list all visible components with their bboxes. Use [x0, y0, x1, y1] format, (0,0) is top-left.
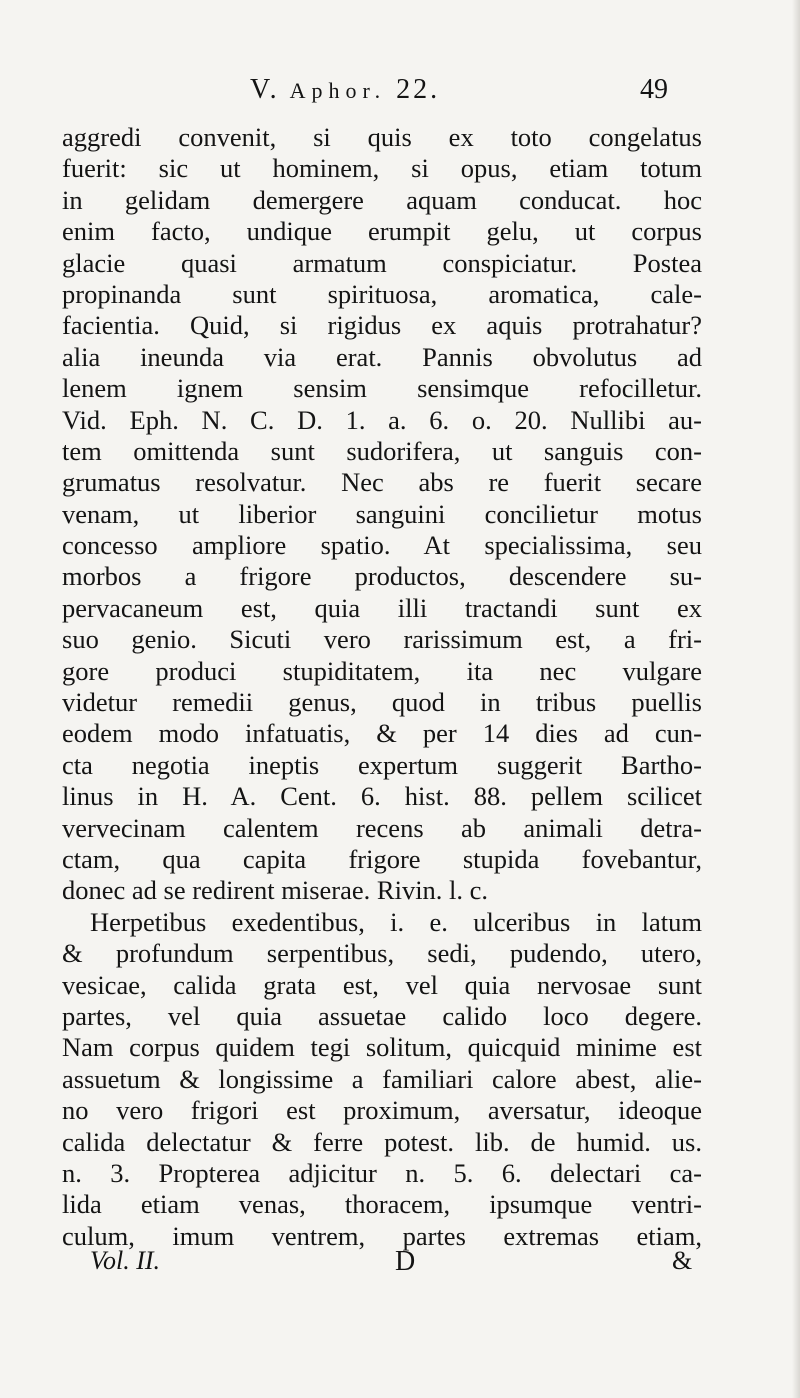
text-line: Nam corpus quidem tegi solitum, quicquid minime est	[62, 1032, 702, 1063]
text-line: aggredi convenit, si quis ex toto congelatus	[62, 122, 702, 152]
text-line: videtur remedii genus, quod in tribus puellis	[62, 687, 702, 718]
text-line: gore produci stupiditatem, ita nec vulgare	[62, 655, 702, 686]
text-line: n. 3. Propterea adjicitur n. 5. 6. delectari ca-	[62, 1157, 702, 1188]
text-line: pervacaneum est, quia illi tractandi sunt ex	[62, 592, 702, 623]
text-line: morbos a frigore productos, descendere su-	[62, 561, 702, 592]
running-head	[250, 74, 440, 106]
text-line: fuerit: sic ut hominem, si opus, etiam totum	[62, 153, 702, 184]
text-line: facientia. Quid, si rigidus ex aquis protrahatur?	[62, 310, 702, 341]
text-line: alia ineunda via erat. Pannis obvolutus ad	[62, 341, 702, 372]
text-line: culum, imum ventrem, partes extremas etiam,	[62, 1220, 702, 1251]
text-line: ctam, qua capita frigore stupida fovebantur,	[62, 843, 702, 874]
text-line: tem omittenda sunt sudorifera, ut sanguis con-	[62, 435, 702, 466]
text-line: venam, ut liberior sanguini concilietur motus	[62, 498, 702, 529]
text-line: Herpetibus exedentibus, i. e. ulceribus in latum	[90, 906, 702, 937]
text-line: eodem modo infatuatis, & per 14 dies ad cun-	[62, 718, 702, 749]
text-line: Vid. Eph. N. C. D. 1. a. 6. o. 20. Nullibi au-	[62, 404, 702, 435]
text-line: propinanda sunt spirituosa, aromatica, cale-	[62, 278, 702, 309]
text-line: linus in H. A. Cent. 6. hist. 88. pellem scilicet	[62, 781, 702, 812]
text-line: calida delectatur & ferre potest. lib. de humid. us.	[62, 1126, 702, 1157]
running-head-section: V.	[250, 74, 280, 105]
signature-letter: D	[395, 1246, 416, 1277]
text-line: lenem ignem sensim sensimque refocilletur.	[62, 373, 702, 404]
signature-volume: Vol. II.	[90, 1246, 161, 1275]
page-header	[0, 70, 800, 110]
text-line: glacie quasi armatum conspiciatur. Postea	[62, 247, 702, 278]
text-line: enim facto, undique erumpit gelu, ut corpus	[62, 216, 702, 247]
text-line: concesso ampliore spatio. At specialissima, seu	[62, 530, 702, 561]
text-line: & profundum serpentibus, sedi, pudendo, utero,	[62, 938, 702, 969]
running-head-number: 22.	[396, 74, 441, 105]
page-footer	[0, 1246, 800, 1286]
text-line: grumatus resolvatur. Nec abs re fuerit secare	[62, 467, 702, 498]
text-line: in gelidam demergere aquam conducat. hoc	[62, 184, 702, 215]
text-line: lida etiam venas, thoracem, ipsumque ventri-	[62, 1189, 702, 1220]
text-line: partes, vel quia assuetae calido loco degere.	[62, 1000, 702, 1031]
text-line: suo genio. Sicuti vero rarissimum est, a fri-	[62, 624, 702, 655]
page-edge-shadow	[792, 0, 800, 1398]
body-text	[62, 122, 702, 1252]
page-number: 49	[640, 74, 668, 105]
catchword: &	[672, 1246, 693, 1275]
text-line: donec ad se redirent miserae. Rivin. l. c.	[62, 875, 489, 906]
text-line: cta negotia ineptis expertum suggerit Bartho-	[62, 749, 702, 780]
text-line: no vero frigori est proximum, aversatur, ideoque	[62, 1095, 702, 1126]
text-line: assuetum & longissime a familiari calore abest, alie-	[62, 1063, 702, 1094]
text-line: vervecinam calentem recens ab animali detra-	[62, 812, 702, 843]
text-line: vesicae, calida grata est, vel quia nervosae sunt	[62, 969, 702, 1000]
running-head-aphorism: Aphor.	[289, 78, 387, 103]
